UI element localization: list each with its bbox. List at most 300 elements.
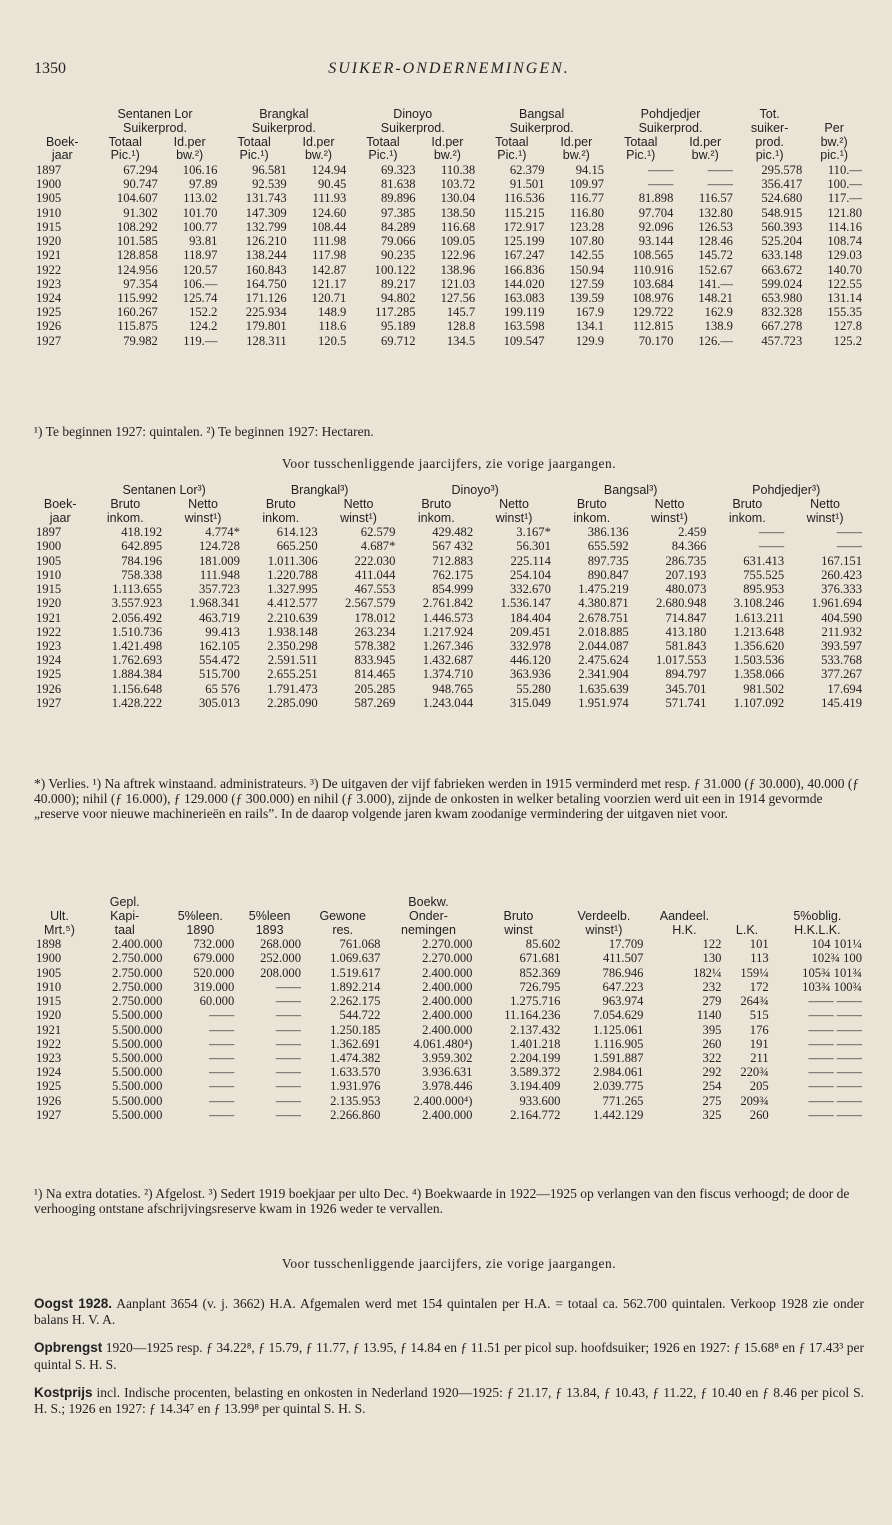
table-cell: 85.602 xyxy=(525,937,561,952)
table-cell: 2.341.904 xyxy=(578,667,629,682)
table-cell: 120.57 xyxy=(182,262,218,277)
table-cell: 69.712 xyxy=(380,333,416,348)
table-cell: 128.858 xyxy=(116,248,158,263)
table-row xyxy=(34,653,864,667)
table-cell: 771.265 xyxy=(602,1093,644,1108)
table-cell: 2.135.953 xyxy=(330,1093,381,1108)
table-row xyxy=(34,263,864,277)
table-cell: 121.80 xyxy=(827,205,862,220)
table-cell: 1.356.620 xyxy=(733,639,785,653)
table-cell: 94.802 xyxy=(380,290,416,305)
table-cell: 655.592 xyxy=(587,539,629,554)
table-cell: 115.215 xyxy=(504,205,545,220)
table-cell: 132.799 xyxy=(245,219,287,234)
table-cell: 205 xyxy=(749,1079,769,1094)
table-cell: 2.400.000⁴) xyxy=(413,1093,473,1108)
table-cell: 160.267 xyxy=(116,305,158,320)
table-row xyxy=(34,1065,864,1079)
header-spacer xyxy=(804,108,864,122)
table3-body xyxy=(34,937,864,1122)
table-cell: 2.591.511 xyxy=(267,653,318,668)
table-cell: 138.244 xyxy=(245,248,287,263)
column-header: Netto xyxy=(188,496,218,511)
row-year: 1920 xyxy=(36,1008,62,1023)
table-cell: 125.2 xyxy=(833,333,862,348)
row-year: 1927 xyxy=(36,333,62,348)
table-cell: 480.073 xyxy=(665,582,707,597)
table-cell: 755.525 xyxy=(743,567,785,582)
column-header xyxy=(474,896,562,910)
table-cell: 67.294 xyxy=(123,163,158,177)
table-cell: 2.039.775 xyxy=(593,1079,644,1094)
table-cell: —— —— xyxy=(808,1079,862,1094)
table-cell: —— xyxy=(209,1008,235,1023)
table-cell: 786.946 xyxy=(602,965,644,980)
table-cell: 418.192 xyxy=(121,525,163,540)
table-row xyxy=(34,539,864,553)
column-header: L.K. xyxy=(735,922,759,937)
table-cell: 128.311 xyxy=(246,333,287,348)
table-cell: 357.723 xyxy=(198,582,240,597)
table-cell: —— xyxy=(275,979,302,994)
table-cell: 172 xyxy=(749,979,769,994)
table-cell: 81.638 xyxy=(380,177,416,192)
table-cell: 647.223 xyxy=(602,979,644,994)
column-header xyxy=(723,896,770,910)
table-cell: 2.678.751 xyxy=(578,610,629,625)
table-cell: 119.— xyxy=(183,333,218,348)
table-cell: 363.936 xyxy=(509,667,551,682)
table-cell: 120.71 xyxy=(311,290,347,305)
table-cell: 2.164.772 xyxy=(510,1107,561,1122)
table-cell: 126.210 xyxy=(245,234,287,249)
table-row xyxy=(34,191,864,205)
table-cell: 127.56 xyxy=(440,290,476,305)
table-cell: 854.999 xyxy=(432,582,474,597)
table-cell: 7.054.629 xyxy=(593,1008,644,1023)
table-row xyxy=(34,937,864,951)
table-row xyxy=(34,966,864,980)
column-header: Gewone xyxy=(319,908,367,923)
table-cell: 178.012 xyxy=(354,610,396,625)
table-cell: 124.2 xyxy=(189,319,218,334)
table-cell: 176 xyxy=(749,1022,769,1037)
table-cell: 345.701 xyxy=(665,681,707,696)
column-header: winst¹) xyxy=(651,510,688,525)
row-year: 1921 xyxy=(36,1022,62,1037)
table-cell: 1.358.066 xyxy=(733,667,785,682)
table-cell: 5.500.000 xyxy=(112,1079,163,1094)
table-cell: 2.400.000 xyxy=(422,979,473,994)
column-header: Sentanen Lor xyxy=(117,107,193,121)
column-header: Kapi- xyxy=(110,908,140,923)
column-header: winst¹) xyxy=(340,510,377,525)
table-cell: 446.120 xyxy=(509,653,551,668)
row-year: 1922 xyxy=(36,262,62,277)
table-cell: 129.9 xyxy=(575,333,605,348)
header-spacer xyxy=(34,122,91,136)
column-header: Bruto xyxy=(576,496,607,511)
column-header: 5%leen xyxy=(248,908,291,923)
table-cell: 525.204 xyxy=(761,234,803,249)
table-cell: 124.94 xyxy=(311,163,347,177)
table-cell: 4.774* xyxy=(205,525,240,540)
table-cell: 712.883 xyxy=(432,553,474,568)
table-cell: 1.267.346 xyxy=(422,639,474,653)
table-cell: 123.28 xyxy=(569,219,605,234)
table-cell: 5.500.000 xyxy=(112,1051,163,1065)
table-cell: 732.000 xyxy=(193,937,235,952)
table-cell: 111.98 xyxy=(312,234,347,249)
table-cell: 109.05 xyxy=(440,234,476,249)
table-row xyxy=(34,1037,864,1051)
row-year: 1922 xyxy=(36,624,62,639)
table-cell: 109.97 xyxy=(569,177,605,192)
column-header: Pic.¹) xyxy=(110,148,140,163)
table-cell: 2.056.492 xyxy=(111,610,163,625)
table-cell: 1.503.536 xyxy=(733,653,785,668)
table-cell: 2.266.860 xyxy=(330,1107,381,1122)
table-cell: 3.557.923 xyxy=(111,596,163,611)
table-cell: —— —— xyxy=(808,1051,862,1065)
table-cell: 665.250 xyxy=(276,539,318,554)
table-cell: 118.6 xyxy=(318,319,347,334)
table-cell: 138.96 xyxy=(440,262,476,277)
table-cell: 515.700 xyxy=(198,667,240,682)
table-cell: 101 xyxy=(749,937,769,952)
table-cell: 116.536 xyxy=(504,191,545,206)
row-year: 1905 xyxy=(36,965,62,980)
table-cell: 115.875 xyxy=(117,319,158,334)
column-header: Suikerprod. xyxy=(251,120,316,135)
table-cell: 2.044.087 xyxy=(578,639,629,653)
table-cell: 3.167* xyxy=(516,525,551,540)
table-cell: 1.519.617 xyxy=(330,965,381,980)
table-cell: 106.— xyxy=(182,276,218,291)
table-cell: 1.374.710 xyxy=(422,667,474,682)
table-cell: 102¾ 100 xyxy=(811,951,862,966)
table-cell: 1.156.648 xyxy=(111,681,163,696)
column-header xyxy=(562,896,645,910)
table-cell: 179.801 xyxy=(245,319,287,334)
table-row xyxy=(34,220,864,234)
table-cell: 2.210.639 xyxy=(267,610,318,625)
table-cell: 209.451 xyxy=(509,624,551,639)
table-cell: 70.170 xyxy=(638,333,674,348)
table-cell: 275 xyxy=(702,1093,722,1108)
column-header: inkom. xyxy=(262,510,300,525)
table-cell: 1.931.976 xyxy=(330,1079,381,1094)
table-cell: 116.57 xyxy=(698,191,733,206)
table-cell: 84.366 xyxy=(671,539,707,554)
table-cell: 1.635.639 xyxy=(578,681,629,696)
table-cell: 108.976 xyxy=(632,290,674,305)
table-cell: —— xyxy=(209,1093,235,1108)
column-header: Bruto xyxy=(732,496,763,511)
table-cell: 207.193 xyxy=(665,567,707,582)
table-cell: 279 xyxy=(702,994,722,1009)
table-cell: 11.164.236 xyxy=(504,1008,561,1023)
table-cell: —— xyxy=(758,539,785,554)
intermediate-years-note-2: Voor tusschenliggende jaarcijfers, zie vorige jaargangen. xyxy=(281,1256,617,1271)
table-row xyxy=(34,177,864,191)
column-header: Bruto xyxy=(265,496,296,511)
table-cell: 205.285 xyxy=(354,681,396,696)
table-cell: 386.136 xyxy=(587,525,629,540)
table-cell: 129.722 xyxy=(632,305,674,320)
row-year: 1924 xyxy=(36,653,62,668)
table-cell: 457.723 xyxy=(761,333,803,348)
table-cell: 404.590 xyxy=(821,610,862,625)
row-year: 1927 xyxy=(36,695,62,710)
table-cell: 122.55 xyxy=(827,276,862,291)
table1-body xyxy=(34,163,864,348)
row-year: 1910 xyxy=(36,567,62,582)
table-cell: 377.267 xyxy=(821,667,862,682)
table-cell: 1.510.736 xyxy=(111,624,163,639)
table-cell: 1.243.044 xyxy=(422,695,474,710)
column-header: bw.²) xyxy=(304,148,333,163)
table-cell: 325 xyxy=(702,1107,722,1122)
table-cell: 184.404 xyxy=(509,610,551,625)
table-cell: —— xyxy=(209,1065,235,1080)
column-header: Suikerprod. xyxy=(638,120,703,135)
table-cell: 2.655.251 xyxy=(267,667,318,682)
table-cell: 2.459 xyxy=(678,525,707,540)
table-cell: 1.217.924 xyxy=(422,624,474,639)
column-header: Netto xyxy=(810,496,841,511)
table-cell: 356.417 xyxy=(761,177,803,192)
table-cell: 100.122 xyxy=(374,262,416,277)
table-cell: 2.262.175 xyxy=(330,994,381,1009)
table-cell: 97.385 xyxy=(380,205,416,220)
table-cell: 814.465 xyxy=(354,667,396,682)
table-cell: 120.5 xyxy=(317,333,347,348)
table-cell: 1.633.570 xyxy=(330,1065,381,1080)
table-cell: —— xyxy=(275,1093,302,1108)
table-cell: 263.234 xyxy=(354,624,396,639)
table-cell: 124.956 xyxy=(116,262,158,277)
table-cell: 1.011.306 xyxy=(267,553,318,568)
table-cell: —— —— xyxy=(808,1036,862,1051)
page-header xyxy=(34,60,864,80)
table-cell: 225.114 xyxy=(510,553,551,568)
table-cell: 726.795 xyxy=(519,979,561,994)
table-cell: 111.948 xyxy=(199,567,240,582)
column-header: Pic.¹) xyxy=(497,148,527,163)
table-cell: 524.680 xyxy=(761,191,803,206)
paragraph-cost-price: Kostprijs incl. Indische procenten, belasting en onkosten in Nederland 1920—1925: ƒ 21.17, ƒ 13.84, ƒ 10.43, ƒ 11.22, ƒ 10.40 en ƒ 8.46 per picol S. H. S.; 1926 en 1927: ƒ 14.34⁷ en ƒ 13.99⁸ per quintal S. H. S. xyxy=(34,1384,864,1416)
table-cell: 62.579 xyxy=(360,525,396,540)
table-row xyxy=(34,1094,864,1108)
header-spacer xyxy=(34,484,86,498)
column-header: Brangkal xyxy=(259,107,309,121)
table-cell: 1.250.185 xyxy=(330,1022,381,1037)
table-cell: 1140 xyxy=(696,1008,722,1023)
row-year: 1927 xyxy=(36,1107,62,1122)
table-cell: 5.500.000 xyxy=(112,1036,163,1051)
table-cell: 5.500.000 xyxy=(112,1008,163,1023)
table-row xyxy=(34,596,864,610)
table-cell: 762.175 xyxy=(432,567,474,582)
table-cell: 1.591.887 xyxy=(593,1051,644,1065)
table-row xyxy=(34,1079,864,1093)
table-cell: 108.292 xyxy=(116,219,158,234)
table-cell: 232 xyxy=(702,979,722,994)
table-cell: 182¼ xyxy=(693,965,722,980)
table-cell: 91.501 xyxy=(509,177,545,192)
row-year: 1897 xyxy=(36,525,62,540)
table-cell: 933.600 xyxy=(519,1093,561,1108)
table-cell: 1.791.473 xyxy=(267,681,318,696)
table-cell: 90.45 xyxy=(317,177,347,192)
column-header: Bruto xyxy=(110,496,141,511)
column-header: bw.²) xyxy=(176,148,204,163)
table-row xyxy=(34,625,864,639)
table-cell: 2.400.000 xyxy=(422,1008,473,1023)
table-cell: 81.898 xyxy=(638,191,674,206)
column-header: H.K.L.K. xyxy=(794,922,841,937)
table-cell: 548.915 xyxy=(761,205,803,220)
column-header: winst¹) xyxy=(585,922,623,937)
table-row xyxy=(34,582,864,596)
table-cell: —— xyxy=(209,1107,235,1122)
table-cell: —— xyxy=(209,1079,235,1094)
sugar-production-table xyxy=(34,108,864,348)
row-year: 1924 xyxy=(36,290,62,305)
column-header: Id.per xyxy=(431,134,464,149)
table-cell: 145.72 xyxy=(698,248,733,263)
income-profit-table xyxy=(34,484,864,710)
table-cell: 4.687* xyxy=(360,539,396,554)
row-year: 1898 xyxy=(36,937,62,952)
table-cell: 963.974 xyxy=(602,994,644,1009)
table-cell: 895.953 xyxy=(743,582,785,597)
table-row xyxy=(34,696,864,710)
column-header: bw.²) xyxy=(433,148,461,163)
row-year: 1926 xyxy=(36,681,62,696)
row-year: 1926 xyxy=(36,319,62,334)
row-year: 1921 xyxy=(36,610,62,625)
row-year: 1905 xyxy=(36,191,62,206)
table-cell: 211 xyxy=(750,1051,769,1065)
table-cell: 2.270.000 xyxy=(422,937,473,952)
table-cell: 393.597 xyxy=(821,639,862,653)
column-header: Bruto xyxy=(421,496,452,511)
column-header: Bruto xyxy=(503,908,534,923)
table-cell: 117.— xyxy=(827,191,862,206)
column-header: Tot. xyxy=(759,107,780,121)
table-cell: 225.934 xyxy=(245,305,287,320)
table-cell: 92.539 xyxy=(252,177,287,192)
column-header: bw.²) xyxy=(562,148,590,163)
table-cell: 127.59 xyxy=(569,276,605,291)
column-header: Id.per xyxy=(302,134,335,149)
row-year: 1921 xyxy=(36,248,62,263)
column-header: bw.²) xyxy=(820,134,848,149)
table-cell: 679.000 xyxy=(193,951,235,966)
table-cell: 3.936.631 xyxy=(422,1065,473,1080)
column-header: Id.per xyxy=(560,134,593,149)
row-year: 1910 xyxy=(36,205,62,220)
table-cell: 1.362.691 xyxy=(330,1036,381,1051)
table-cell: 122.96 xyxy=(440,248,476,263)
table-cell: 97.89 xyxy=(189,177,218,192)
table-cell: 69.323 xyxy=(380,163,416,177)
table-cell: 5.500.000 xyxy=(112,1093,163,1108)
table-cell: 571.741 xyxy=(665,695,707,710)
column-header: jaar xyxy=(51,148,73,163)
table-cell: 60.000 xyxy=(199,994,235,1009)
table-cell: 111.93 xyxy=(312,191,347,206)
row-year: 1923 xyxy=(36,1051,62,1065)
table-cell: 108.74 xyxy=(827,234,862,249)
table-cell: 147.309 xyxy=(245,205,287,220)
table-cell: 2.400.000 xyxy=(422,994,473,1009)
table-cell: 1.401.218 xyxy=(510,1036,561,1051)
table-cell: 94.15 xyxy=(575,163,605,177)
table-cell: 315.049 xyxy=(509,695,551,710)
column-header: inkom. xyxy=(728,510,766,525)
column-header: Dinoyo xyxy=(393,107,433,121)
table-cell: 3.978.446 xyxy=(422,1079,473,1094)
table-cell: 3.194.409 xyxy=(510,1079,561,1094)
table-cell: —— —— xyxy=(808,1008,862,1023)
table-cell: 1.961.694 xyxy=(811,596,862,611)
column-header: nemingen xyxy=(401,922,456,937)
table-cell: 544.722 xyxy=(339,1008,381,1023)
column-header xyxy=(771,896,864,910)
table-cell: 631.413 xyxy=(743,553,785,568)
column-header: prod. xyxy=(755,134,784,149)
table-cell: 90.747 xyxy=(123,177,158,192)
row-year: 1922 xyxy=(36,1036,62,1051)
table-cell: 852.369 xyxy=(519,965,561,980)
table-cell: 126.53 xyxy=(698,219,733,234)
table-cell: 131.743 xyxy=(245,191,287,206)
row-year: 1925 xyxy=(36,305,62,320)
table-cell: 110.38 xyxy=(441,163,476,177)
table-cell: 128.8 xyxy=(446,319,476,334)
table-cell: 2.204.199 xyxy=(510,1051,561,1065)
table-cell: —— xyxy=(209,1036,235,1051)
table-row xyxy=(34,319,864,333)
table-cell: 152.2 xyxy=(189,305,218,320)
table-cell: 159¼ xyxy=(740,965,769,980)
table2-column-header xyxy=(34,498,864,512)
table-cell: 758.338 xyxy=(121,567,163,582)
table-cell: 663.672 xyxy=(761,262,803,277)
column-header: H.K. xyxy=(672,922,697,937)
table-cell: 116.80 xyxy=(569,205,605,220)
table-cell: 99.413 xyxy=(205,624,240,639)
row-year: 1905 xyxy=(36,553,62,568)
table-cell: 92.096 xyxy=(638,219,674,234)
column-header: Brangkal³) xyxy=(290,483,349,497)
table-cell: 2.270.000 xyxy=(422,951,473,966)
row-year: 1915 xyxy=(36,582,62,597)
column-header: Suikerprod. xyxy=(380,120,445,135)
table-cell: 110.916 xyxy=(632,262,674,277)
table-cell: 104.607 xyxy=(116,191,158,206)
table-cell: 117.285 xyxy=(375,305,416,320)
column-header xyxy=(303,896,382,910)
table-cell: 89.217 xyxy=(380,276,416,291)
row-year: 1915 xyxy=(36,219,62,234)
table-cell: 2.400.000 xyxy=(112,937,163,952)
table-cell: 101.585 xyxy=(116,234,158,249)
table-cell: 199.119 xyxy=(504,305,545,320)
